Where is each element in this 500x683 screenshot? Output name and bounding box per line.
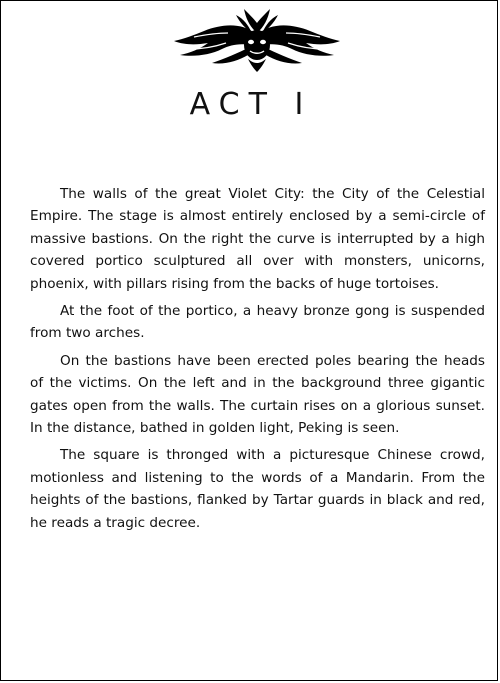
paragraph: The square is thronged with a picturesque Chinese crowd, motionless and listening to the words of a Mandarin. From the heights of the bastions, flanked by Tartar guards in black and red, he reads a tragic decree. bbox=[30, 447, 485, 531]
dragon-mask-ornament-icon bbox=[164, 5, 350, 73]
act-title: ACT I bbox=[189, 87, 313, 122]
paragraph: At the foot of the portico, a heavy bronze gong is suspended from two arches. bbox=[30, 303, 485, 342]
paragraph: On the bastions have been erected poles bearing the heads of the victims. On the left and in the background three gigantic gates open from the walls. The curtain rises on a glorious sunset. In the distance, bathed in golden light, Peking is seen. bbox=[30, 352, 485, 437]
paragraph: The walls of the great Violet City: the City of the Celestial Empire. The stage is almost entirely enclosed by a semi-circle of massive bastions. On the right the curve is interrupted by a high covered portico sculptured all over with monsters, unicorns, phoenix, with pillars rising from the backs of huge tortoises. bbox=[30, 186, 485, 292]
stage-directions bbox=[30, 183, 485, 539]
